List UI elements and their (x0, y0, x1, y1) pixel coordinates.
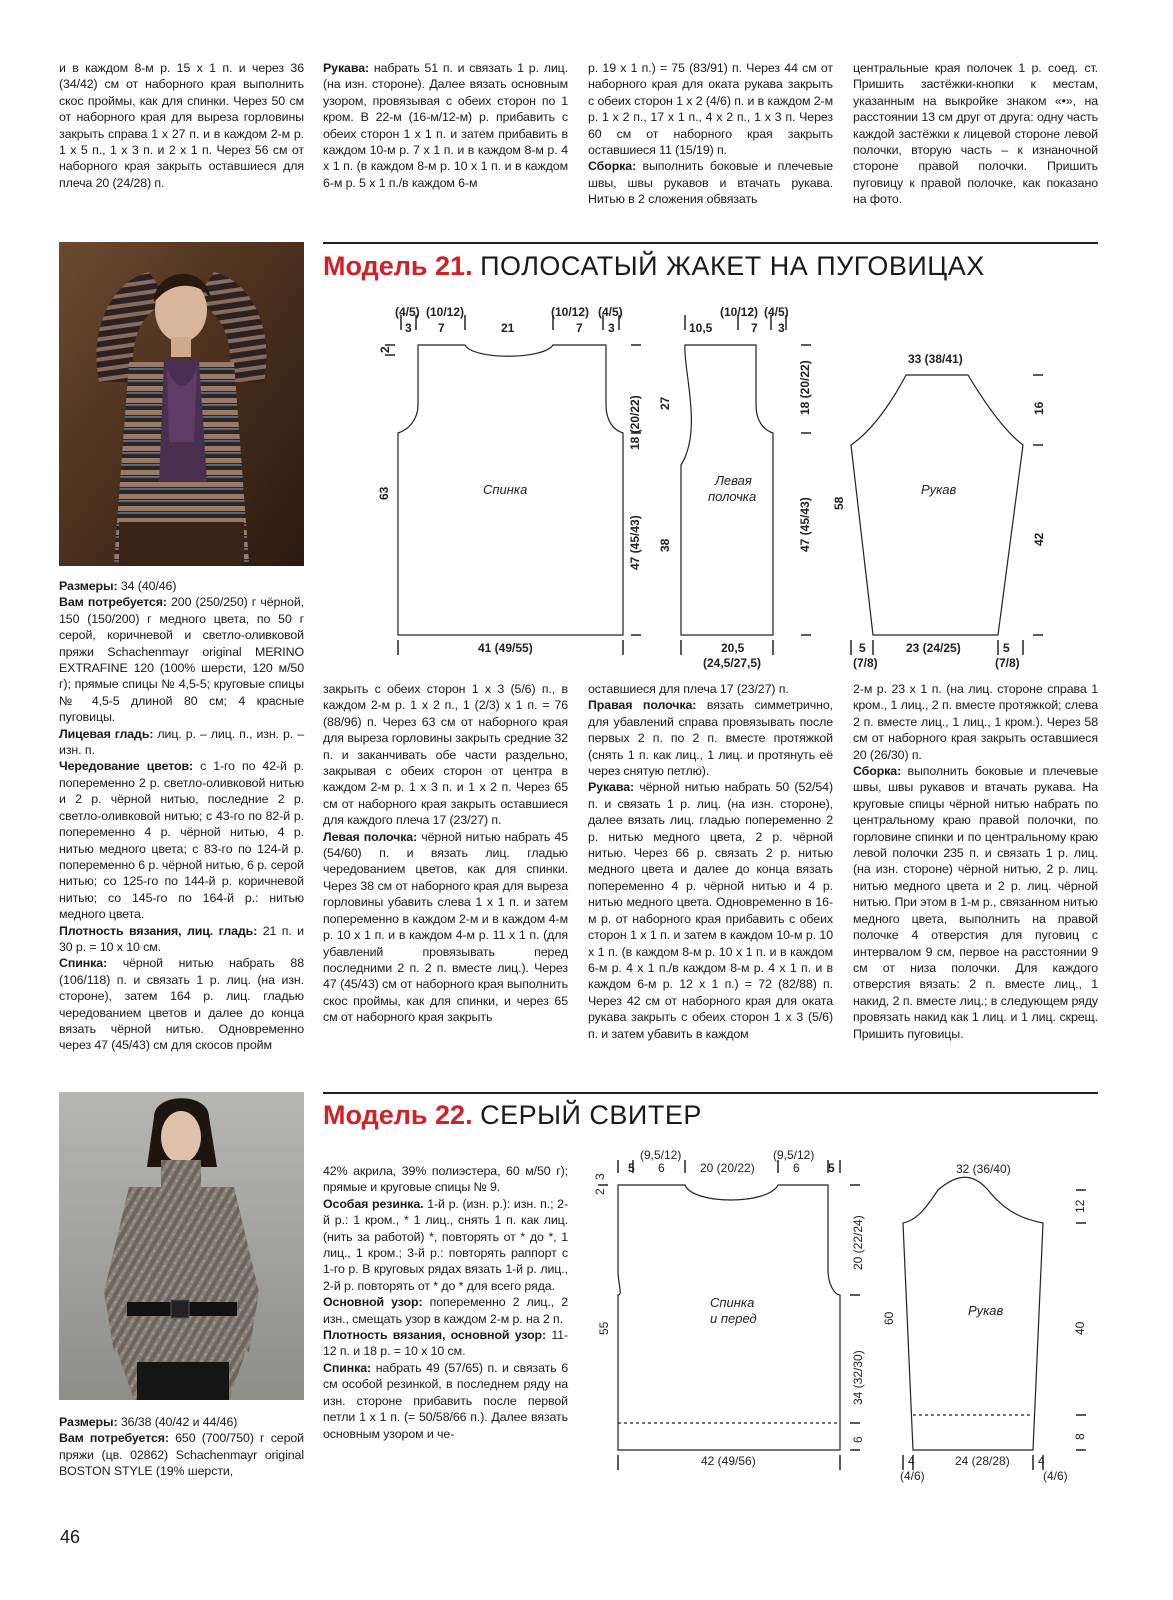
m21-sleeve-dim-42: 42 (1032, 532, 1046, 546)
m22-col2-label-2: Основной узор: (323, 1295, 423, 1310)
model22-schematic (588, 1145, 1098, 1495)
m21-front-dim-2455: (24,5/27,5) (703, 656, 762, 670)
m21-col3-text-1: вязать симметрично, для убавлений справа провязывать после первых 2 п. по 2 п. вместе протяжкой (снять 1 п. как лиц., 1 лиц. и протянуть её через снятую петлю). (588, 698, 833, 779)
top-col4-text: центральные края полочек 1 р. соед. ст. Пришить застёжки-кнопки к местам, указанным на выкройке знаком «•», на расстоянии 13 см друг от друга: одну часть каждой застёжки к лицевой стороне левой полочки, вторую часть – к изнаночной стороне правой полочки. Пришить пуговицу к правой полочке, как показано на фото. (853, 61, 1098, 207)
m22-dim-951b: (9,5/12) (773, 1148, 815, 1162)
m22-dim-20v: 20 (22/24) (851, 1215, 865, 1270)
m22-dim-6a: 6 (658, 1161, 665, 1175)
m21-column-3 (588, 681, 833, 1042)
m22-left-column (59, 1414, 304, 1480)
m21-left-text-5: чёрной нитью набрать 88 (106/118) п. и связать 1 р. лиц. (на изн. стороне), затем 164 р. лиц. гладью чередованием цветов и далее до конца вязать чёрной нитью. Одновременно через 47 (45/43) см для скосов пройм (59, 956, 304, 1053)
m21-dim-3a: 3 (405, 321, 412, 335)
m22-col2-label-4: Спинка: (323, 1360, 372, 1375)
m21-front-dim-38: 38 (658, 538, 672, 552)
model21-photo-image (59, 242, 304, 566)
m21-dim-21: 21 (501, 321, 515, 335)
m21-sleeve-dim-5a: 5 (859, 641, 866, 655)
m22-dim-42: 42 (49/56) (701, 1454, 756, 1468)
m22-sleeve-dim-60: 60 (882, 1311, 896, 1325)
m21-dim-18a: 18 (20/22) (628, 395, 642, 450)
m21-front-dim-45: (4/5) (764, 305, 789, 319)
m22-dim-34: 34 (32/30) (851, 1350, 865, 1405)
model21-name: ПОЛОСАТЫЙ ЖАКЕТ НА ПУГОВИЦАХ (480, 251, 985, 281)
model22-photo (59, 1092, 304, 1400)
m21-col4-text-0: 2-м р. 23 х 1 п. (на лиц. стороне справа 1 кром., 1 лиц., 2 п. вместе протяжкой; слева 2 п. вместе лиц., 1 лиц., 1 кром.). Через 58 см от наборного края закрыть оставшиеся 20 (26/30) п. (853, 682, 1098, 762)
m22-left-label-1: Вам потребуется: (59, 1431, 169, 1446)
m21-sleeve-dim-5b: 5 (1003, 641, 1010, 655)
m21-back-label: Спинка (483, 482, 528, 497)
m21-dim-45a: (4/5) (395, 305, 420, 319)
m22-sleeve-dim-46b: (4/6) (1043, 1469, 1068, 1483)
m21-sleeve-dim-78b: (7/8) (995, 656, 1020, 670)
m22-sleeve-dim-4b: 4 (1038, 1454, 1045, 1468)
m21-dim-45b: (4/5) (598, 305, 623, 319)
m21-front-dim-1012: (10/12) (720, 305, 759, 319)
m22-sleeve-dim-4a: 4 (908, 1454, 915, 1468)
m22-col2-text-3: 11-12 п. и 18 р. = 10 х 10 см. (323, 1328, 569, 1359)
m22-dim-3: 3 (593, 1173, 607, 1180)
m22-dim-20: 20 (20/22) (700, 1161, 755, 1175)
m22-col2-text-4: набрать 49 (57/65) п. и связать 6 см особой резинкой, в последнем ряду на изн. стороне прибавить после первой петли 1 х 1 п. (= 50/58/66 п.). Далее вязать основным узором и че- (323, 1360, 568, 1441)
model22-title-rule (323, 1092, 1098, 1094)
m21-left-label-1: Вам потребуется: (59, 595, 167, 610)
m21-col3-label-2: Рукава: (588, 780, 635, 795)
m21-left-text-0: 34 (40/46) (117, 579, 177, 593)
top-col3-text-a: р. 19 х 1 п.) = 75 (83/91) п. Через 44 см от наборного края для оката рукава закрыть с обеих сторон 1 х 2 (4/6) п. и в каждом 2-м р. 1 х 2 п., 17 х 1 п., 4 х 2 п., 1 х 3 п. Через 60 см от наборного края закрыть оставшиеся 11 (15/19) п. (588, 61, 833, 158)
m22-sleeve-label: Рукав (968, 1303, 1004, 1318)
top-col2-label: Рукава: (323, 61, 370, 75)
m21-col3-text-0: оставшиеся для плеча 17 (23/27) п. (588, 682, 789, 696)
top-col3-text-b: выполнить боковые и плечевые швы, швы рукавов и втачать рукава. Нитью в 2 сложения обвязать (588, 159, 833, 207)
m21-sleeve-dim-23: 23 (24/25) (906, 641, 961, 655)
m21-col4-label-1: Сборка: (853, 764, 902, 779)
model22-name: СЕРЫЙ СВИТЕР (480, 1100, 702, 1130)
m21-left-label-3: Чередование цветов: (59, 759, 194, 774)
m22-sleeve-dim-8: 8 (1073, 1433, 1087, 1440)
m22-sleeve-dim-32: 32 (36/40) (956, 1162, 1011, 1176)
m21-sleeve-dim-33: 33 (38/41) (908, 352, 963, 366)
m21-col2-text-1: чёрной нитью набрать 45 (54/60) п. и вязать лиц. гладью чередованием цветов, как для спинки. Через 38 см от наборного края для выреза горловины убавить слева 1 х 1 п. и затем попеременно в каждом 2-м и в каждом 4-м р. 10 х 1 п. и в каждом 4-м р. 11 х 1 п. (для убавлений провязывать перед последними 2 п. 2 п. вместе лиц.). Через 47 (45/43) см от наборного края выполнить скос проймы, как для спинки, и через 65 см от наборного края закрыть (323, 829, 568, 1025)
m21-column-4 (853, 681, 1098, 1042)
m22-dim-55: 55 (597, 1321, 611, 1335)
m22-dim-5b: 5 (828, 1161, 835, 1175)
m21-front-dim-3: 3 (778, 321, 785, 335)
m21-left-text-2: лиц. р. – лиц. п., изн. р. – изн. п. (59, 726, 304, 758)
m22-sleeve-dim-12: 12 (1073, 1199, 1087, 1213)
m21-dim-41: 41 (49/55) (478, 641, 533, 655)
model22-number: Модель 22. (323, 1100, 473, 1130)
m21-col2-text-0: закрыть с обеих сторон 1 х 3 (5/6) п., в каждом 2-м р. 1 х 2 п., 1 (2/3) х 1 п. = 76 (88/96) п. Через 63 см от наборного края для выреза горловины закрыть средние 32 п. и заканчивать обе части раздельно, закрывая с обеих сторон от центра в каждом 2-м р. 1 х 3 п. и 1 х 2 п. Через 65 см от наборного края закрыть оставшиеся для каждого плеча 17 (23/27) п. (323, 682, 568, 828)
model21-title (323, 250, 985, 282)
m21-dim-1012a: (10/12) (426, 305, 465, 319)
m22-dim-6: 6 (851, 1436, 865, 1443)
model21-photo (59, 242, 304, 566)
m21-left-label-2: Лицевая гладь: (59, 726, 154, 741)
m22-dim-5a: 5 (628, 1161, 635, 1175)
m22-column-2 (323, 1163, 568, 1442)
m21-front-dim-47: 47 (45/43) (798, 497, 812, 552)
m22-col2-text-2: попеременно 2 лиц., 2 изн., смещать узор в каждом 2-м р. на 2 п. (323, 1295, 568, 1326)
page-number: 46 (60, 1527, 81, 1547)
top-column-1 (59, 60, 304, 191)
m22-dim-951a: (9,5/12) (640, 1148, 682, 1162)
top-col2-text: набрать 51 п. и связать 1 р. лиц. (на изн. стороне). Далее вязать основным узором, провязывая с обеих сторон по 1 кром. В 22-м (16-м/12-м) р. прибавить с обеих сторон 1 х 1 п. и затем прибавить в каждом 10-м р. 7 х 1 п. и в каждом 8-м р. 4 х 1 п. (в каждом 8-м р. 10 х 1 п. и в каждом 6-м р. 5 х 1 п./в каждом 6-м (323, 61, 568, 190)
m22-left-label-0: Размеры: (59, 1415, 118, 1429)
m21-sleeve-dim-16: 16 (1032, 401, 1046, 415)
m21-front-dim-205: 20,5 (721, 641, 745, 655)
m21-front-dim-18: 18 (20/22) (798, 360, 812, 415)
m22-col2-label-1: Особая резинка. (323, 1196, 424, 1211)
m21-dim-47a: 47 (45/43) (628, 515, 642, 570)
m21-front-dim-105: 10,5 (689, 321, 713, 335)
m21-col3-text-2: чёрной нитью набрать 50 (52/54) п. и связать 1 р. лиц. (на изн. стороне), далее вязать лиц. гладью попеременно 2 р. нитью медного цвета, 2 р. чёрной нитью. Через 66 р. связать 2 р. нитью медного цвета и далее до конца вязать попеременно 4 р. чёрной нитью и 4 р. нитью медного цвета. Одновременно в 16-м р. от наборного края прибавить с обеих сторон 1 х 1 п. и затем в каждом 10-м р. 10 х 1 п. (в каждом 8-м р. 10 х 1 п. и в каждом 6-м р. 4 х 1 п./в каждом 8-м р. 4 х 1 п. и в каждом 6-м р. 12 х 1 п.) = 72 (82/88) п. Через 42 см от наборного края для оката рукава закрыть с обеих сторон 1 х 3 (5/6) п. и затем убавить в каждом (588, 780, 833, 1041)
top-column-3 (588, 60, 833, 208)
m21-column-2 (323, 681, 568, 1026)
model21-schematic (323, 290, 1098, 675)
m21-left-text-3: с 1-го по 42-й р. попеременно 2 р. светло-оливковой нитью и 2 р. чёрной нитью, последние 2 р. светло-оливковой нитью; с 43-го по 82-й р. попеременно 4 р. чёрной нитью, 4 р. нитью медного цвета; с 83-го по 124-й р. попеременно 6 р. чёрной нитью, 6 р. серой нитью; со 125-го по 144-й р. коричневой нитью; со 145-го по 164-й р.: нитью медного цвета. (59, 759, 305, 922)
m21-left-text-4: 21 п. и 30 р. = 10 х 10 см. (59, 923, 304, 954)
m21-dim-7a: 7 (438, 321, 445, 335)
top-column-4 (853, 60, 1098, 208)
m21-sleeve-dim-78a: (7/8) (853, 656, 878, 670)
m22-body-label-2: и перед (710, 1311, 757, 1326)
model22-photo-image (59, 1092, 304, 1400)
top-col3-label: Сборка: (588, 159, 637, 174)
m21-front-dim-27: 27 (658, 396, 672, 410)
m21-dim-2: 2 (378, 346, 392, 353)
m22-left-text-0: 36/38 (40/42 и 44/46) (117, 1415, 238, 1429)
top-col1-text: и в каждом 8-м р. 15 х 1 п. и через 36 (34/42) см от наборного края выполнить скос проймы, как для спинки. Через 50 см от наборного края для выреза горловины закрыть справа 1 х 27 п. и в каждом 2-м р. 1 х 5 п., 1 х 3 п. и 2 х 1 п. Через 56 см от наборного края закрыть оставшиеся для плеча 20 (24/28) п. (59, 61, 304, 190)
model21-number: Модель 21. (323, 251, 473, 281)
m22-col2-text-1: 1-й р. (изн. р.): изн. п.; 2-й р.: 1 кром., * 1 лиц., снять 1 п. как лиц. (нить за работой) *, повторять от * до *, 1 лиц., 1 кром.; 3-й р.: повторять раппорт с 1-го р. В круговых рядах вязать 1-й р. лиц., 2-й р. повторять от * до * для всего ряда. (323, 1196, 568, 1293)
m21-left-label-4: Плотность вязания, лиц. гладь: (59, 923, 258, 938)
m21-col4-text-1: выполнить боковые и плечевые швы, швы рукавов и втачать рукава. На круговые спицы чёрной нитью набрать по центральному краю правой полочки, по горловине спинки и по центральному краю левой полочки 235 п. и связать 1 р. лиц. (на изн. стороне) чёрной нитью, 2 р. лиц. нитью медного цвета и 2 р. лиц. чёрной нитью. При этом в 1-м р., связанном нитью медного цвета, выполнить на правой полочке 4 отверстия для пуговиц с интервалом 9 см, первое на расстоянии 9 см от низа полочки. Для каждого отверстия вязать: 2 п. вместе лиц., 1 накид, 2 п. вместе лиц.; в следующем ряду провязать накид как 1 лиц. и 1 лиц. скрещ. Пришить пуговицы. (853, 764, 1098, 1041)
m21-front-label-1: Левая (715, 473, 752, 488)
m22-sleeve-dim-46a: (4/6) (900, 1469, 925, 1483)
top-column-2 (323, 60, 568, 191)
m21-col2-label-1: Левая полочка: (323, 829, 418, 844)
m21-sleeve-label: Рукав (921, 482, 957, 497)
m21-dim-7b: 7 (576, 321, 583, 335)
m22-col2-label-3: Плотность вязания, основной узор: (323, 1328, 547, 1343)
m21-dim-63: 63 (377, 486, 391, 500)
m21-left-label-5: Спинка: (59, 956, 108, 971)
m21-left-label-0: Размеры: (59, 579, 118, 593)
m21-left-text-1: 200 (250/250) г чёрной, 150 (150/200) г медного цвета, по 50 г серой, коричневой и светло-оливковой пряжи Schachenmayr original MERINO EXTRAFINE 120 (100% шерсти, 120 м/50 г); прямые спицы № 4,5-5; круговые спицы № 4,5-5 длиной 80 см; 4 красные пуговицы. (59, 595, 304, 725)
m21-left-column (59, 578, 304, 1054)
model21-title-rule (323, 242, 1098, 244)
m22-col2-text-0: 42% акрила, 39% полиэстера, 60 м/50 г); прямые и круговые спицы № 9. (323, 1164, 568, 1195)
m21-dim-1012b: (10/12) (551, 305, 590, 319)
model22-title (323, 1099, 702, 1131)
m22-body-label-1: Спинка (710, 1295, 755, 1310)
m22-left-text-1: 650 (700/750) г серой пряжи (цв. 02862) Schachenmayr original BOSTON STYLE (19% шерсти, (59, 1431, 304, 1479)
m22-dim-6b: 6 (793, 1161, 800, 1175)
m22-sleeve-dim-24: 24 (28/28) (955, 1454, 1010, 1468)
m21-sleeve-dim-58: 58 (832, 496, 846, 510)
m21-front-dim-7: 7 (751, 321, 758, 335)
m21-col3-label-1: Правая полочка: (588, 698, 697, 713)
m21-dim-3b: 3 (608, 321, 615, 335)
m22-dim-2: 2 (593, 1188, 607, 1195)
m21-front-label-2: полочка (708, 489, 757, 504)
m22-sleeve-dim-40: 40 (1073, 1321, 1087, 1335)
